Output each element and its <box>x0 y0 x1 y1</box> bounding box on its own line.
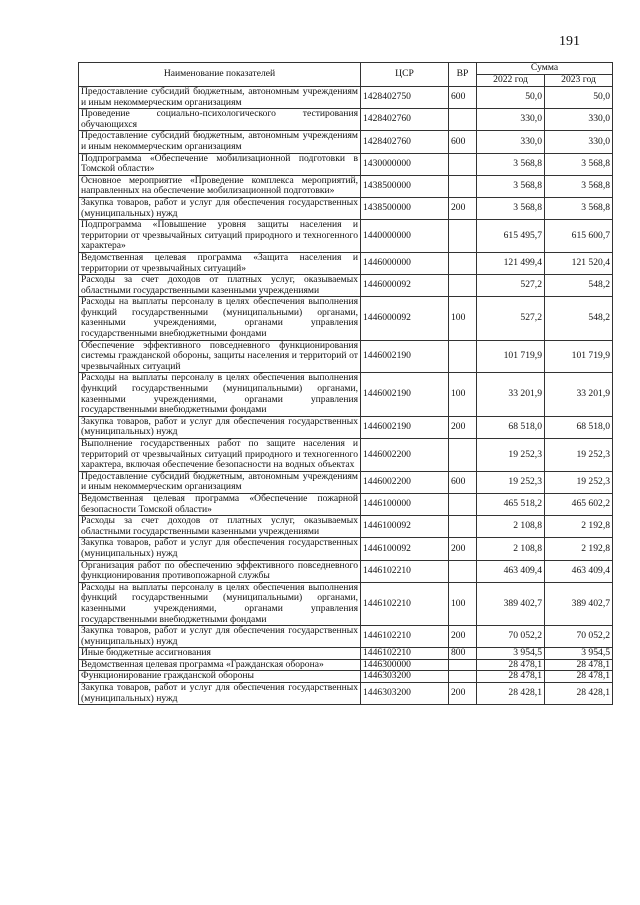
cell-2023: 463 409,4 <box>545 560 613 582</box>
header-2023: 2023 год <box>545 75 613 87</box>
table-row <box>79 560 613 582</box>
cell-name: Закупка товаров, работ и услуг для обеспечения государственных (муниципальных) нужд <box>79 626 361 648</box>
cell-2023: 121 520,4 <box>545 252 613 274</box>
cell-2023: 2 192,8 <box>545 538 613 560</box>
cell-2022: 19 252,3 <box>477 439 545 472</box>
table-row <box>79 516 613 538</box>
cell-2022: 33 201,9 <box>477 373 545 416</box>
cell-2022: 121 499,4 <box>477 252 545 274</box>
cell-name: Предоставление субсидий бюджетным, автономным учреждениям и иным некоммерческим организациям <box>79 131 361 153</box>
table-row <box>79 493 613 515</box>
table-row <box>79 582 613 625</box>
budget-table <box>78 62 613 705</box>
cell-csr: 1446100000 <box>361 493 449 515</box>
cell-name: Подпрограмма «Обеспечение мобилизационной подготовки в Томской области» <box>79 153 361 175</box>
cell-2023: 548,2 <box>545 297 613 340</box>
header-sum: Сумма <box>477 63 613 75</box>
cell-2023: 19 252,3 <box>545 471 613 493</box>
cell-vr <box>449 252 477 274</box>
cell-2023: 19 252,3 <box>545 439 613 472</box>
cell-csr: 1446000092 <box>361 275 449 297</box>
table-row <box>79 683 613 705</box>
cell-name: Ведомственная целевая программа «Обеспечение пожарной безопасности Томской области» <box>79 493 361 515</box>
cell-name: Расходы за счет доходов от платных услуг, оказываемых областными государственными казенными учреждениями <box>79 275 361 297</box>
cell-name: Расходы на выплаты персоналу в целях обеспечения выполнения функций государственными (муниципальными) органами, казенными учреждениями, органами управления государственными внебюджетными фондами <box>79 582 361 625</box>
cell-csr: 1446002190 <box>361 416 449 438</box>
cell-2023: 615 600,7 <box>545 220 613 253</box>
cell-2022: 330,0 <box>477 109 545 131</box>
cell-name: Иные бюджетные ассигнования <box>79 648 361 660</box>
cell-name: Функционирование гражданской обороны <box>79 671 361 683</box>
cell-2022: 465 518,2 <box>477 493 545 515</box>
cell-2023: 28 478,1 <box>545 659 613 671</box>
cell-csr: 1446102210 <box>361 648 449 660</box>
cell-vr <box>449 493 477 515</box>
cell-2022: 2 108,8 <box>477 516 545 538</box>
cell-vr <box>449 220 477 253</box>
cell-name: Проведение социально-психологического тестирования обучающихся <box>79 109 361 131</box>
cell-2022: 330,0 <box>477 131 545 153</box>
cell-2023: 3 568,8 <box>545 197 613 219</box>
cell-vr <box>449 153 477 175</box>
cell-2023: 3 568,8 <box>545 175 613 197</box>
cell-2023: 2 192,8 <box>545 516 613 538</box>
table-row <box>79 197 613 219</box>
table-row <box>79 416 613 438</box>
cell-name: Основное мероприятие «Проведение комплекса мероприятий, направленных на обеспечение мобилизационной подготовки» <box>79 175 361 197</box>
cell-csr: 1446000092 <box>361 297 449 340</box>
cell-csr: 1446100092 <box>361 516 449 538</box>
cell-2023: 3 568,8 <box>545 153 613 175</box>
cell-2022: 3 568,8 <box>477 153 545 175</box>
cell-name: Закупка товаров, работ и услуг для обеспечения государственных (муниципальных) нужд <box>79 197 361 219</box>
cell-csr: 1428402760 <box>361 109 449 131</box>
table-row <box>79 109 613 131</box>
header-2022: 2022 год <box>477 75 545 87</box>
cell-csr: 1446002190 <box>361 373 449 416</box>
cell-2023: 330,0 <box>545 131 613 153</box>
cell-vr: 200 <box>449 416 477 438</box>
cell-csr: 1438500000 <box>361 175 449 197</box>
cell-2023: 33 201,9 <box>545 373 613 416</box>
cell-name: Выполнение государственных работ по защите населения и территорий от чрезвычайных ситуаций природного и техногенного характера, включая обеспечение безопасности на водных объектах <box>79 439 361 472</box>
cell-2022: 527,2 <box>477 275 545 297</box>
table-body <box>79 87 613 705</box>
cell-2022: 19 252,3 <box>477 471 545 493</box>
table-row <box>79 252 613 274</box>
table-row <box>79 439 613 472</box>
cell-vr <box>449 175 477 197</box>
cell-vr <box>449 560 477 582</box>
page-number: 191 <box>559 34 580 49</box>
table-row <box>79 175 613 197</box>
cell-csr: 1446102210 <box>361 626 449 648</box>
cell-2023: 28 478,1 <box>545 671 613 683</box>
cell-2022: 2 108,8 <box>477 538 545 560</box>
cell-2022: 389 402,7 <box>477 582 545 625</box>
cell-2023: 330,0 <box>545 109 613 131</box>
cell-2022: 50,0 <box>477 87 545 109</box>
cell-name: Закупка товаров, работ и услуг для обеспечения государственных (муниципальных) нужд <box>79 683 361 705</box>
cell-2022: 28 478,1 <box>477 671 545 683</box>
cell-vr: 100 <box>449 582 477 625</box>
table-row <box>79 340 613 373</box>
cell-vr: 600 <box>449 471 477 493</box>
cell-2023: 548,2 <box>545 275 613 297</box>
cell-csr: 1446100092 <box>361 538 449 560</box>
table-row <box>79 373 613 416</box>
cell-csr: 1446000000 <box>361 252 449 274</box>
cell-2022: 463 409,4 <box>477 560 545 582</box>
cell-vr <box>449 659 477 671</box>
cell-vr <box>449 439 477 472</box>
cell-2022: 70 052,2 <box>477 626 545 648</box>
cell-name: Организация работ по обеспечению эффективного повседневного функционирования противопожарной службы <box>79 560 361 582</box>
table-row <box>79 538 613 560</box>
cell-2023: 50,0 <box>545 87 613 109</box>
cell-2022: 3 568,8 <box>477 175 545 197</box>
cell-vr: 100 <box>449 297 477 340</box>
cell-name: Подпрограмма «Повышение уровня защиты населения и территории от чрезвычайных ситуаций природного и техногенного характера» <box>79 220 361 253</box>
cell-2023: 28 428,1 <box>545 683 613 705</box>
cell-name: Закупка товаров, работ и услуг для обеспечения государственных (муниципальных) нужд <box>79 538 361 560</box>
cell-2022: 615 495,7 <box>477 220 545 253</box>
cell-2023: 101 719,9 <box>545 340 613 373</box>
table-row <box>79 220 613 253</box>
table-row <box>79 275 613 297</box>
cell-name: Закупка товаров, работ и услуг для обеспечения государственных (муниципальных) нужд <box>79 416 361 438</box>
cell-name: Предоставление субсидий бюджетным, автономным учреждениям и иным некоммерческим организациям <box>79 87 361 109</box>
cell-csr: 1430000000 <box>361 153 449 175</box>
cell-2023: 3 954,5 <box>545 648 613 660</box>
header-csr: ЦСР <box>361 63 449 87</box>
table-row <box>79 297 613 340</box>
table-row <box>79 648 613 660</box>
cell-csr: 1446303200 <box>361 683 449 705</box>
table-header <box>79 63 613 87</box>
cell-name: Расходы за счет доходов от платных услуг, оказываемых областными государственными казенными учреждениями <box>79 516 361 538</box>
cell-2023: 389 402,7 <box>545 582 613 625</box>
table-row <box>79 659 613 671</box>
cell-name: Расходы на выплаты персоналу в целях обеспечения выполнения функций государственными (муниципальными) органами, казенными учреждениями, органами управления государственными внебюджетными фондами <box>79 373 361 416</box>
cell-vr: 800 <box>449 648 477 660</box>
cell-csr: 1446300000 <box>361 659 449 671</box>
cell-2022: 3 568,8 <box>477 197 545 219</box>
cell-csr: 1440000000 <box>361 220 449 253</box>
cell-csr: 1428402760 <box>361 131 449 153</box>
cell-2022: 527,2 <box>477 297 545 340</box>
cell-2022: 101 719,9 <box>477 340 545 373</box>
cell-vr: 600 <box>449 131 477 153</box>
cell-name: Обеспечение эффективного повседневного функционирования системы гражданской обороны, защиты населения и территорий от чрезвычайных ситуаций <box>79 340 361 373</box>
cell-2022: 68 518,0 <box>477 416 545 438</box>
cell-vr <box>449 671 477 683</box>
table-row <box>79 471 613 493</box>
cell-vr <box>449 340 477 373</box>
cell-2023: 465 602,2 <box>545 493 613 515</box>
cell-2022: 3 954,5 <box>477 648 545 660</box>
header-vr: ВР <box>449 63 477 87</box>
header-name: Наименование показателей <box>79 63 361 87</box>
cell-csr: 1446102210 <box>361 560 449 582</box>
cell-vr: 200 <box>449 197 477 219</box>
cell-vr <box>449 109 477 131</box>
cell-vr <box>449 275 477 297</box>
table-row <box>79 626 613 648</box>
table-row <box>79 671 613 683</box>
cell-vr: 200 <box>449 683 477 705</box>
cell-2023: 68 518,0 <box>545 416 613 438</box>
cell-name: Предоставление субсидий бюджетным, автономным учреждениям и иным некоммерческим организациям <box>79 471 361 493</box>
cell-vr <box>449 516 477 538</box>
table-row <box>79 87 613 109</box>
cell-vr: 200 <box>449 538 477 560</box>
table-row <box>79 131 613 153</box>
cell-2023: 70 052,2 <box>545 626 613 648</box>
cell-name: Ведомственная целевая программа «Гражданская оборона» <box>79 659 361 671</box>
cell-vr: 100 <box>449 373 477 416</box>
cell-csr: 1446002200 <box>361 471 449 493</box>
cell-csr: 1438500000 <box>361 197 449 219</box>
cell-csr: 1446303200 <box>361 671 449 683</box>
cell-name: Расходы на выплаты персоналу в целях обеспечения выполнения функций государственными (муниципальными) органами, казенными учреждениями, органами управления государственными внебюджетными фондами <box>79 297 361 340</box>
cell-vr: 200 <box>449 626 477 648</box>
cell-2022: 28 428,1 <box>477 683 545 705</box>
cell-csr: 1446002190 <box>361 340 449 373</box>
cell-csr: 1428402750 <box>361 87 449 109</box>
cell-2022: 28 478,1 <box>477 659 545 671</box>
cell-name: Ведомственная целевая программа «Защита населения и территории от чрезвычайных ситуаций» <box>79 252 361 274</box>
cell-csr: 1446002200 <box>361 439 449 472</box>
table-row <box>79 153 613 175</box>
cell-vr: 600 <box>449 87 477 109</box>
cell-csr: 1446102210 <box>361 582 449 625</box>
